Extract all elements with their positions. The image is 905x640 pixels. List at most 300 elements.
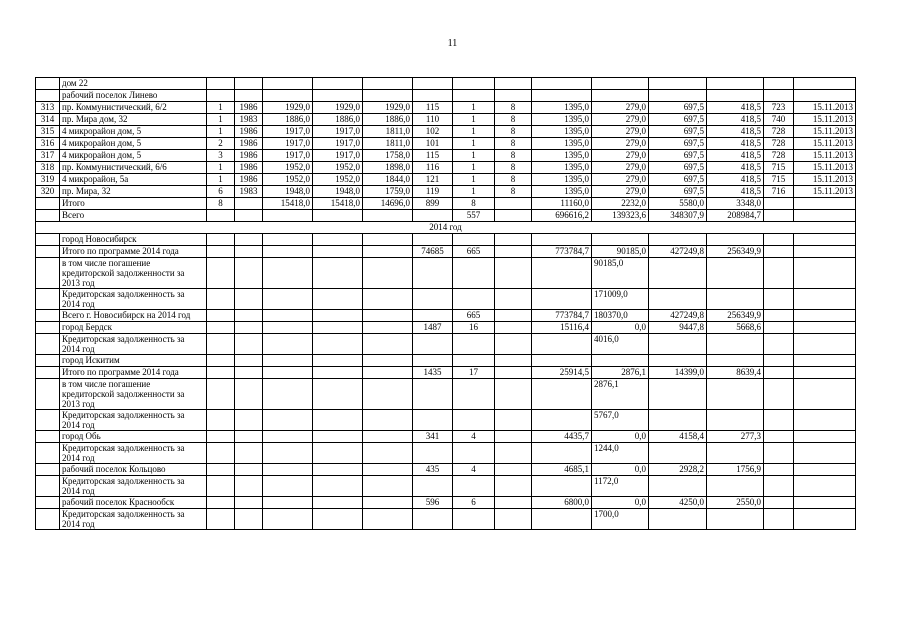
page-number: 11 bbox=[447, 38, 458, 49]
table-cell bbox=[36, 379, 60, 410]
table-row bbox=[36, 497, 856, 509]
table-cell: 15.11.2013 bbox=[794, 150, 856, 162]
table-cell: 1986 bbox=[235, 102, 263, 114]
table-cell bbox=[413, 476, 453, 497]
table-cell bbox=[764, 464, 794, 476]
table-cell bbox=[36, 310, 60, 322]
table-cell bbox=[532, 355, 592, 367]
table-cell bbox=[495, 497, 532, 509]
table-cell bbox=[764, 509, 794, 530]
table-cell: 320 bbox=[36, 186, 60, 198]
table-cell bbox=[413, 289, 453, 310]
table-cell: 317 bbox=[36, 150, 60, 162]
table-cell: 1435 bbox=[413, 367, 453, 379]
table-cell bbox=[36, 198, 60, 210]
table-cell bbox=[707, 90, 764, 102]
table-cell: 1244,0 bbox=[592, 443, 649, 464]
table-cell bbox=[413, 410, 453, 431]
table-cell: 1 bbox=[207, 162, 235, 174]
table-cell: 1700,0 bbox=[592, 509, 649, 530]
table-cell: 1929,0 bbox=[263, 102, 313, 114]
table-cell bbox=[263, 322, 313, 334]
table-cell bbox=[363, 367, 413, 379]
table-cell bbox=[764, 322, 794, 334]
table-cell: 348307,9 bbox=[649, 210, 707, 222]
table-cell: 1886,0 bbox=[363, 114, 413, 126]
table-cell bbox=[764, 379, 794, 410]
table-cell: 1952,0 bbox=[263, 162, 313, 174]
table-cell: 1986 bbox=[235, 150, 263, 162]
table-cell bbox=[235, 246, 263, 258]
table-cell: 15.11.2013 bbox=[794, 186, 856, 198]
table-section-2013 bbox=[36, 78, 856, 222]
table-cell: 1986 bbox=[235, 174, 263, 186]
table-cell: 715 bbox=[764, 174, 794, 186]
table-cell: 279,0 bbox=[592, 162, 649, 174]
table-row bbox=[36, 198, 856, 210]
table-cell bbox=[794, 310, 856, 322]
table-cell bbox=[263, 355, 313, 367]
table-cell bbox=[453, 443, 495, 464]
table-cell bbox=[235, 289, 263, 310]
table-cell: 697,5 bbox=[649, 150, 707, 162]
table-cell: 1487 bbox=[413, 322, 453, 334]
table-cell bbox=[764, 410, 794, 431]
table-row bbox=[36, 186, 856, 198]
table-cell bbox=[794, 78, 856, 90]
table-cell bbox=[235, 410, 263, 431]
year-heading-row bbox=[36, 222, 856, 234]
table-cell bbox=[263, 509, 313, 530]
table-cell bbox=[764, 258, 794, 289]
table-cell bbox=[413, 443, 453, 464]
table-cell: рабочий поселок Линево bbox=[60, 90, 207, 102]
table-cell bbox=[453, 234, 495, 246]
table-cell: Всего г. Новосибирск на 2014 год bbox=[60, 310, 207, 322]
table-cell bbox=[36, 509, 60, 530]
table-cell bbox=[313, 464, 363, 476]
table-section-2014 bbox=[36, 234, 856, 530]
table-cell: 4158,4 bbox=[649, 431, 707, 443]
table-cell: 90185,0 bbox=[592, 246, 649, 258]
table-cell bbox=[532, 476, 592, 497]
table-cell bbox=[363, 443, 413, 464]
table-cell bbox=[413, 210, 453, 222]
table-cell bbox=[794, 509, 856, 530]
table-cell: 115 bbox=[413, 150, 453, 162]
table-cell bbox=[453, 90, 495, 102]
table-cell: пр. Мира, 32 bbox=[60, 186, 207, 198]
table-cell bbox=[313, 322, 363, 334]
table-cell bbox=[313, 246, 363, 258]
table-cell: 728 bbox=[764, 126, 794, 138]
table-cell bbox=[794, 379, 856, 410]
table-cell: 1983 bbox=[235, 186, 263, 198]
table-row bbox=[36, 443, 856, 464]
table-cell bbox=[413, 509, 453, 530]
table-cell bbox=[313, 443, 363, 464]
table-cell: 15.11.2013 bbox=[794, 102, 856, 114]
table-cell: 74685 bbox=[413, 246, 453, 258]
table-cell bbox=[794, 90, 856, 102]
table-cell bbox=[707, 289, 764, 310]
table-cell bbox=[707, 355, 764, 367]
table-row bbox=[36, 355, 856, 367]
table-cell: 418,5 bbox=[707, 162, 764, 174]
table-cell: Итого по программе 2014 года bbox=[60, 367, 207, 379]
table-row bbox=[36, 150, 856, 162]
table-cell bbox=[263, 78, 313, 90]
table-cell bbox=[263, 90, 313, 102]
table-cell: 4435,7 bbox=[532, 431, 592, 443]
table-cell bbox=[592, 90, 649, 102]
table-cell: 3 bbox=[207, 150, 235, 162]
table-cell: 8 bbox=[495, 102, 532, 114]
table-cell bbox=[263, 210, 313, 222]
table-cell bbox=[207, 509, 235, 530]
table-cell bbox=[707, 78, 764, 90]
table-row bbox=[36, 431, 856, 443]
table-cell: 8 bbox=[495, 186, 532, 198]
table-cell bbox=[649, 289, 707, 310]
table-cell: 1756,9 bbox=[707, 464, 764, 476]
table-cell bbox=[36, 476, 60, 497]
table-cell: 418,5 bbox=[707, 126, 764, 138]
table-cell bbox=[707, 334, 764, 355]
table-cell bbox=[495, 289, 532, 310]
table-cell: 8 bbox=[495, 150, 532, 162]
table-cell: 1952,0 bbox=[263, 174, 313, 186]
table-cell: 2 bbox=[207, 138, 235, 150]
table-cell: 4 микрорайон дом, 5 bbox=[60, 138, 207, 150]
table-cell: 2928,2 bbox=[649, 464, 707, 476]
table-cell bbox=[764, 90, 794, 102]
table-cell: 1395,0 bbox=[532, 138, 592, 150]
table-cell bbox=[453, 355, 495, 367]
table-cell bbox=[495, 431, 532, 443]
table-cell bbox=[263, 379, 313, 410]
table-cell bbox=[363, 379, 413, 410]
table-cell: 0,0 bbox=[592, 431, 649, 443]
table-cell: 899 bbox=[413, 198, 453, 210]
table-cell: 1 bbox=[453, 162, 495, 174]
table-row bbox=[36, 410, 856, 431]
table-cell bbox=[794, 355, 856, 367]
table-cell bbox=[313, 289, 363, 310]
table-cell bbox=[207, 210, 235, 222]
table-cell bbox=[36, 431, 60, 443]
table-cell bbox=[36, 210, 60, 222]
table-row bbox=[36, 464, 856, 476]
table-cell: 723 bbox=[764, 102, 794, 114]
table-row bbox=[36, 90, 856, 102]
table-cell: 1952,0 bbox=[313, 162, 363, 174]
table-cell: 110 bbox=[413, 114, 453, 126]
table-cell: 2232,0 bbox=[592, 198, 649, 210]
table-row bbox=[36, 174, 856, 186]
table-cell bbox=[707, 258, 764, 289]
table-cell: 696616,2 bbox=[532, 210, 592, 222]
table-cell bbox=[36, 78, 60, 90]
table-cell bbox=[413, 355, 453, 367]
table-cell bbox=[263, 410, 313, 431]
table-cell: пр. Коммунистический, 6/6 bbox=[60, 162, 207, 174]
housing-program-table bbox=[35, 77, 856, 530]
table-cell bbox=[363, 289, 413, 310]
table-cell bbox=[707, 509, 764, 530]
table-cell: 1172,0 bbox=[592, 476, 649, 497]
table-row bbox=[36, 367, 856, 379]
table-cell: 1952,0 bbox=[313, 174, 363, 186]
table-cell: 418,5 bbox=[707, 186, 764, 198]
table-cell: 171009,0 bbox=[592, 289, 649, 310]
table-cell: 0,0 bbox=[592, 322, 649, 334]
table-cell bbox=[532, 509, 592, 530]
table-cell: 121 bbox=[413, 174, 453, 186]
table-cell: 319 bbox=[36, 174, 60, 186]
table-cell: 1986 bbox=[235, 126, 263, 138]
table-cell: 665 bbox=[453, 246, 495, 258]
table-cell bbox=[532, 258, 592, 289]
table-cell: 1 bbox=[453, 138, 495, 150]
table-cell: 314 bbox=[36, 114, 60, 126]
table-cell: 1898,0 bbox=[363, 162, 413, 174]
table-cell bbox=[413, 334, 453, 355]
table-cell: 0,0 bbox=[592, 464, 649, 476]
table-cell bbox=[794, 464, 856, 476]
table-cell: 11160,0 bbox=[532, 198, 592, 210]
table-cell: 418,5 bbox=[707, 114, 764, 126]
table-cell bbox=[363, 410, 413, 431]
table-cell: 1 bbox=[453, 150, 495, 162]
table-cell bbox=[707, 443, 764, 464]
table-cell: 2876,1 bbox=[592, 367, 649, 379]
table-cell: 697,5 bbox=[649, 162, 707, 174]
table-cell bbox=[764, 497, 794, 509]
table-cell bbox=[235, 210, 263, 222]
table-cell bbox=[764, 476, 794, 497]
table-cell: 1917,0 bbox=[263, 138, 313, 150]
table-cell bbox=[413, 258, 453, 289]
table-cell bbox=[263, 246, 313, 258]
table-cell bbox=[592, 234, 649, 246]
table-cell: в том числе погашение кредиторской задолженности за 2013 год bbox=[60, 379, 207, 410]
table-cell bbox=[313, 90, 363, 102]
table-cell: Кредиторская задолженность за 2014 год bbox=[60, 509, 207, 530]
table-row bbox=[36, 509, 856, 530]
table-cell: 1 bbox=[207, 114, 235, 126]
table-cell: Итого по программе 2014 года bbox=[60, 246, 207, 258]
table-cell: 1929,0 bbox=[363, 102, 413, 114]
table-cell: 418,5 bbox=[707, 102, 764, 114]
table-row bbox=[36, 234, 856, 246]
table-cell: 180370,0 bbox=[592, 310, 649, 322]
table-row bbox=[36, 258, 856, 289]
table-cell: рабочий поселок Кольцово bbox=[60, 464, 207, 476]
table-cell bbox=[235, 367, 263, 379]
table-cell: 1395,0 bbox=[532, 186, 592, 198]
table-cell bbox=[263, 464, 313, 476]
table-cell: 697,5 bbox=[649, 174, 707, 186]
table-cell bbox=[495, 355, 532, 367]
table-cell bbox=[263, 367, 313, 379]
table-cell: 25914,5 bbox=[532, 367, 592, 379]
table-cell bbox=[495, 464, 532, 476]
table-cell: 1811,0 bbox=[363, 126, 413, 138]
table-cell: 665 bbox=[453, 310, 495, 322]
table-cell: 418,5 bbox=[707, 174, 764, 186]
table-row bbox=[36, 114, 856, 126]
table-cell bbox=[707, 410, 764, 431]
table-cell bbox=[794, 210, 856, 222]
table-cell bbox=[235, 198, 263, 210]
table-cell bbox=[495, 322, 532, 334]
table-cell bbox=[235, 258, 263, 289]
table-cell: 418,5 bbox=[707, 150, 764, 162]
table-cell bbox=[363, 310, 413, 322]
table-cell bbox=[235, 509, 263, 530]
table-row bbox=[36, 334, 856, 355]
table-cell bbox=[263, 334, 313, 355]
table-cell bbox=[794, 410, 856, 431]
table-cell: 4 микрорайон дом, 5 bbox=[60, 150, 207, 162]
table-cell bbox=[649, 334, 707, 355]
table-row bbox=[36, 126, 856, 138]
table-cell bbox=[313, 334, 363, 355]
table-cell: дом 22 bbox=[60, 78, 207, 90]
table-cell bbox=[532, 443, 592, 464]
table-cell: 315 bbox=[36, 126, 60, 138]
table-cell bbox=[207, 464, 235, 476]
table-cell: 1 bbox=[453, 102, 495, 114]
table-cell bbox=[263, 431, 313, 443]
table-cell: 8 bbox=[495, 126, 532, 138]
table-cell: 139323,6 bbox=[592, 210, 649, 222]
table-row bbox=[36, 246, 856, 258]
table-cell bbox=[313, 78, 363, 90]
table-cell bbox=[313, 379, 363, 410]
table-cell bbox=[263, 443, 313, 464]
table-cell bbox=[207, 410, 235, 431]
table-cell bbox=[263, 476, 313, 497]
table-cell bbox=[413, 310, 453, 322]
table-cell: 728 bbox=[764, 138, 794, 150]
table-cell bbox=[495, 476, 532, 497]
table-cell bbox=[764, 198, 794, 210]
table-cell bbox=[495, 509, 532, 530]
table-cell: Кредиторская задолженность за 2014 год bbox=[60, 443, 207, 464]
table-cell: 728 bbox=[764, 150, 794, 162]
table-cell bbox=[207, 497, 235, 509]
table-cell: 1395,0 bbox=[532, 174, 592, 186]
table-row bbox=[36, 138, 856, 150]
table-row bbox=[36, 476, 856, 497]
table-cell: 1 bbox=[453, 114, 495, 126]
table-cell: Кредиторская задолженность за 2014 год bbox=[60, 410, 207, 431]
table-cell: 1811,0 bbox=[363, 138, 413, 150]
table-cell bbox=[363, 258, 413, 289]
table-cell bbox=[495, 379, 532, 410]
table-cell bbox=[649, 234, 707, 246]
table-cell bbox=[453, 476, 495, 497]
table-cell bbox=[263, 497, 313, 509]
table-cell bbox=[794, 322, 856, 334]
table-cell bbox=[207, 310, 235, 322]
table-cell: 8 bbox=[495, 138, 532, 150]
table-cell bbox=[532, 379, 592, 410]
table-cell bbox=[649, 443, 707, 464]
table-cell: 279,0 bbox=[592, 174, 649, 186]
table-cell: 2550,0 bbox=[707, 497, 764, 509]
table-cell bbox=[495, 334, 532, 355]
table-row bbox=[36, 322, 856, 334]
table-cell bbox=[649, 476, 707, 497]
table-cell bbox=[313, 431, 363, 443]
table-cell bbox=[532, 90, 592, 102]
table-cell bbox=[764, 234, 794, 246]
table-cell: 1917,0 bbox=[263, 126, 313, 138]
table-cell: 8639,4 bbox=[707, 367, 764, 379]
table-cell: 15.11.2013 bbox=[794, 114, 856, 126]
table-cell: 277,3 bbox=[707, 431, 764, 443]
table-cell: 316 bbox=[36, 138, 60, 150]
table-cell bbox=[36, 234, 60, 246]
table-cell: 4685,1 bbox=[532, 464, 592, 476]
table-cell: 4250,0 bbox=[649, 497, 707, 509]
table-cell bbox=[453, 509, 495, 530]
table-cell bbox=[764, 210, 794, 222]
table-cell: 17 bbox=[453, 367, 495, 379]
table-cell bbox=[592, 355, 649, 367]
table-cell bbox=[495, 410, 532, 431]
table-cell: 279,0 bbox=[592, 150, 649, 162]
table-cell: 4 bbox=[453, 431, 495, 443]
table-cell bbox=[532, 289, 592, 310]
table-cell: 8 bbox=[495, 162, 532, 174]
table-cell bbox=[413, 78, 453, 90]
table-cell bbox=[532, 334, 592, 355]
table-cell: рабочий поселок Краснообск bbox=[60, 497, 207, 509]
table-cell: 1395,0 bbox=[532, 114, 592, 126]
table-cell bbox=[235, 310, 263, 322]
table-cell bbox=[707, 234, 764, 246]
table-cell: 102 bbox=[413, 126, 453, 138]
table-cell bbox=[794, 476, 856, 497]
table-cell: 8 bbox=[495, 174, 532, 186]
table-cell bbox=[313, 497, 363, 509]
table-cell: 8 bbox=[453, 198, 495, 210]
table-cell bbox=[794, 443, 856, 464]
table-cell bbox=[313, 234, 363, 246]
table-cell: 4 bbox=[453, 464, 495, 476]
table-cell bbox=[453, 379, 495, 410]
table-cell bbox=[263, 258, 313, 289]
table-cell: 1948,0 bbox=[313, 186, 363, 198]
table-row bbox=[36, 78, 856, 90]
table-cell bbox=[313, 476, 363, 497]
table-cell bbox=[235, 443, 263, 464]
table-cell bbox=[363, 464, 413, 476]
table-cell bbox=[794, 246, 856, 258]
table-cell bbox=[207, 78, 235, 90]
table-cell: 1948,0 bbox=[263, 186, 313, 198]
table-cell: 116 bbox=[413, 162, 453, 174]
table-cell: 8 bbox=[207, 198, 235, 210]
table-cell: город Бердск bbox=[60, 322, 207, 334]
table-cell bbox=[36, 497, 60, 509]
table-row bbox=[36, 102, 856, 114]
table-cell bbox=[794, 431, 856, 443]
